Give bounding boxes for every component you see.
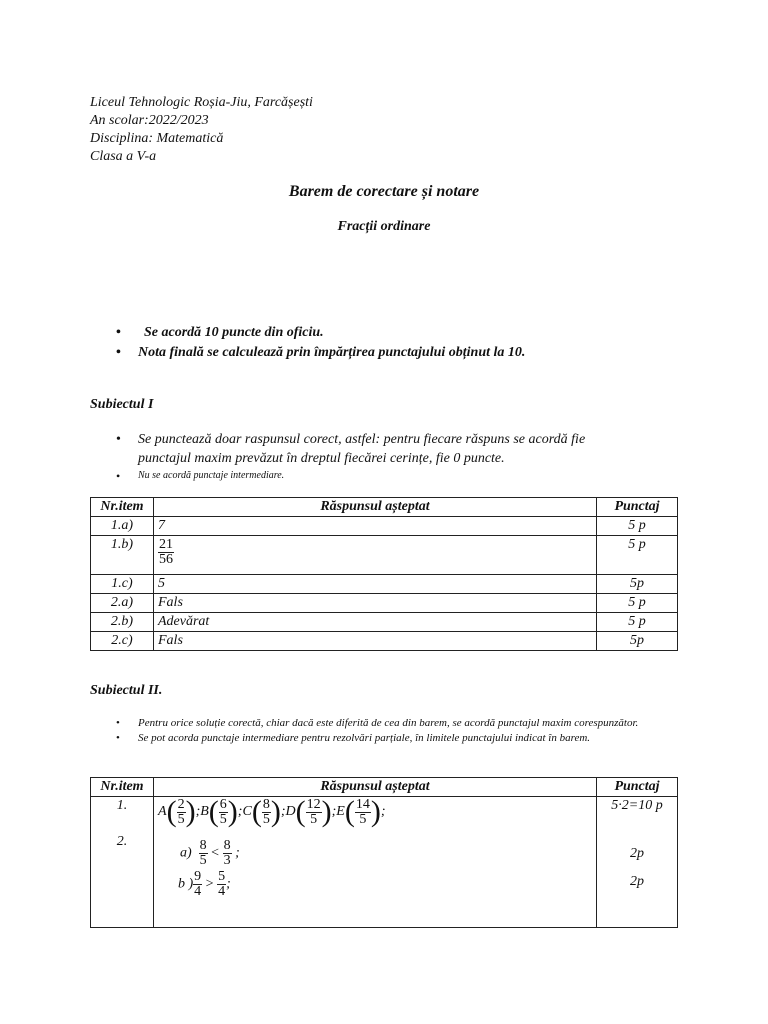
column-header: Nr.item (91, 778, 154, 797)
subject2-table (90, 777, 678, 928)
discipline: Disciplina: Matematică (90, 131, 224, 146)
list-item: • Se acordă 10 puncte din oficiu. (0, 323, 768, 343)
fraction: $\frac{21}{56}$ (159, 537, 173, 567)
document-title: Barem de corectare și notare (288, 183, 480, 200)
school-name: Liceul Tehnologic Roșia-Jiu, Farcășești (90, 95, 313, 110)
list-item: • Nota finală se calculează prin împărțirea punctajului obținut la 10. (0, 343, 768, 363)
column-header: Punctaj (597, 498, 678, 517)
table-row: 2.c) Fals 5p (91, 632, 678, 651)
table-row: 1.a) 7 5 p (91, 517, 678, 536)
list-item: • Nu se acordă punctaje intermediare. (0, 468, 768, 484)
column-header: Răspunsul așteptat (154, 778, 597, 797)
table-row: 1.b) $\frac{21}{56}$ 5 p (91, 536, 678, 575)
table-row (91, 797, 678, 928)
column-header: Punctaj (597, 778, 678, 797)
points-value: 2p (630, 846, 644, 861)
subject1-heading: Subiectul I (90, 397, 154, 412)
subject1-table (90, 497, 678, 651)
school-year: An scolar:2022/2023 (90, 113, 209, 128)
subject2-heading: Subiectul II. (90, 683, 163, 698)
points-on-axis: A( $\frac{2}{5}$ );B( $\frac{6}{5}$ );C( $\frac{8}{5}$ );D( $\frac{12}{5}$ );E( $\frac{14}{5}$ ); (158, 795, 386, 828)
list-item: • Se pot acorda punctaje intermediare pentru rezolvări parțiale, în limitele punctajului indicat în barem. (0, 731, 768, 746)
subject1-rules-list (0, 430, 768, 484)
grade: Clasa a V-a (90, 149, 157, 164)
comparison-b: b ) $\frac{9}{4}$ > $\frac{5}{4}$ ; (178, 869, 231, 899)
column-header: Răspunsul așteptat (154, 498, 597, 517)
table-row: 2.b) Adevărat 5 p (91, 613, 678, 632)
list-item: • Se punctează doar raspunsul corect, astfel: pentru fiecare răspuns se acordă fie punctajul maxim prevăzut în dreptul fiecărei cerințe, fie 0 puncte. (0, 430, 768, 468)
table-row: 2.a) Fals 5 p (91, 594, 678, 613)
document-subtitle: Fracții ordinare (337, 219, 431, 234)
comparison-a: a) $\frac{8}{5}$ < $\frac{8}{3}$ ; (180, 838, 240, 868)
points-value: 5·2=10 p (611, 798, 663, 813)
table-row: 1.c) 5 5p (91, 575, 678, 594)
document-header (90, 94, 313, 166)
general-rules-list (0, 323, 768, 363)
points-value: 2p (630, 874, 644, 889)
column-header: Nr.item (91, 498, 154, 517)
list-item: • Pentru orice soluție corectă, chiar dacă este diferită de cea din barem, se acordă punctajul maxim corespunzător. (0, 716, 768, 731)
item-number: 2. (116, 834, 128, 849)
subject2-rules-list (0, 716, 768, 746)
item-number: 1. (116, 798, 128, 813)
